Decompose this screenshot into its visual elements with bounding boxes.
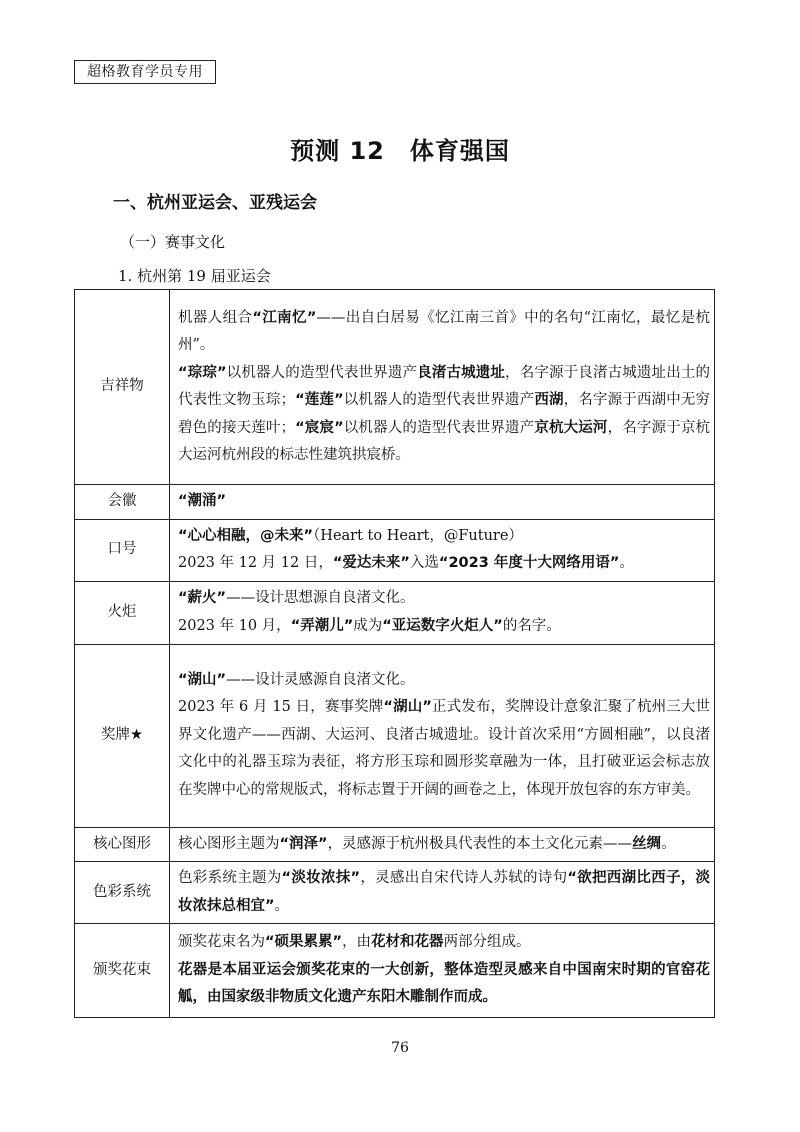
table-row: [75, 924, 715, 1018]
text-run: ——设计思想源自良渚文化。: [226, 590, 415, 606]
row-label: 吉祥物: [75, 290, 170, 485]
paragraph: [178, 585, 710, 613]
item-heading: 1. 杭州第 19 届亚运会: [118, 267, 271, 285]
paragraph: [178, 865, 710, 920]
text-run: 。: [661, 835, 676, 852]
bold-text-run: “淡妆浓抹”: [281, 870, 361, 886]
text-run: 色彩系统主题为: [178, 870, 282, 886]
row-content: [170, 827, 715, 862]
table-row: [75, 519, 715, 581]
paragraph: [178, 694, 710, 804]
bold-text-run: “爱达未来”: [332, 555, 410, 571]
text-run: 。: [619, 555, 634, 571]
paragraph: [178, 523, 710, 551]
text-run: 以机器人的造型代表世界遗产: [343, 392, 535, 408]
text-run: 入选: [409, 555, 439, 571]
row-label: 颁奖花束: [75, 924, 170, 1018]
bold-text-run: 京杭大运河: [534, 419, 608, 436]
bold-text-run: “欲把西湖比西子，淡妆浓抹总相宜”: [178, 870, 711, 914]
text-run: ，名字源于京杭大运河杭州段的标志性建筑拱宸桥。: [178, 419, 711, 463]
bold-text-run: 丝绸: [632, 835, 662, 852]
bold-text-run: “宸宸”: [295, 419, 344, 436]
paragraph: [178, 305, 710, 360]
text-run: 机器人组合: [178, 309, 253, 326]
paragraph: [178, 831, 710, 859]
section-heading: 一、杭州亚运会、亚残运会: [113, 193, 317, 213]
bold-text-run: “莲莲”: [295, 392, 344, 408]
paragraph: [178, 613, 710, 641]
text-run: ，名字源于西湖中无穷碧色的接天莲叶；: [178, 392, 711, 436]
text-run: 的名字。: [502, 617, 561, 634]
table-row: [75, 644, 715, 827]
page-title: 预测 12 体育强国: [290, 137, 510, 165]
paragraph: [178, 360, 710, 470]
bold-text-run: “琮琮”: [178, 364, 227, 381]
table-row: [75, 581, 715, 644]
bold-text-run: “湖山”: [383, 699, 432, 716]
bold-text-run: “亚运数字火炬人”: [382, 617, 503, 634]
page-number: 76: [391, 1040, 409, 1056]
text-run: 以机器人的造型代表世界遗产: [343, 419, 535, 436]
row-label: 火炬: [75, 581, 170, 644]
row-label: 核心图形: [75, 827, 170, 862]
text-run: 核心图形主题为: [178, 835, 280, 852]
bold-text-run: “湖山”: [178, 671, 227, 688]
paragraph: [178, 957, 710, 1012]
table-row: [75, 827, 715, 862]
text-run: 成为: [353, 617, 383, 634]
row-label: 奖牌★: [75, 644, 170, 827]
row-content: [170, 644, 715, 827]
text-run: ，名字源于良渚古城遗址出土的代表性文物玉琮；: [178, 364, 711, 408]
text-run: ，灵感出自宋代诗人苏轼的诗句: [360, 870, 568, 886]
table-row: [75, 862, 715, 924]
bold-text-run: “薪火”: [178, 590, 227, 606]
text-run: 2023 年 10 月，: [178, 617, 291, 634]
text-run: 2023 年 12 月 12 日，: [178, 555, 333, 571]
text-run: ，灵感源于杭州极具代表性的本土文化元素——: [327, 835, 633, 852]
text-run: 2023 年 6 月 15 日，赛事奖牌: [178, 699, 384, 716]
bold-text-run: “江南忆”: [252, 309, 317, 326]
row-content: [170, 485, 715, 520]
row-content: [170, 924, 715, 1018]
text-run: 以机器人的造型代表世界遗产: [226, 364, 418, 381]
text-run: ——出自白居易《忆江南三首》中的名句“江南忆，最忆是杭州”。: [178, 309, 711, 353]
text-run: 两部分组成。: [443, 934, 531, 951]
text-run: 。: [274, 897, 290, 914]
text-run: 正式发布，奖牌设计意象汇聚了杭州三大世界文化遗产——西湖、大运河、良渚古城遗址。设计首次采用“方圆相融”，以良渚文化中的礼器玉琮为表征，将方形玉琮和圆形奖章融为一体，且打破亚运会标志放在奖牌中心的常规版式，将标志置于开阔的画卷之上，体现开放包容的东方审美。: [178, 699, 711, 798]
table-row: [75, 290, 715, 485]
bold-text-run: “弄潮儿”: [290, 617, 354, 634]
bold-text-run: 花材和花器: [371, 934, 444, 951]
text-run: 颁奖花束名为: [178, 934, 265, 951]
watermark-stamp: 超格教育学员专用: [74, 60, 216, 84]
bold-text-run: “润泽”: [279, 835, 328, 852]
bold-text-run: 花器是本届亚运会颁奖花束的一大创新，整体造型灵感来自中国南宋时期的官窑花觚，由国家级非物质文化遗产东阳木雕制作而成。: [178, 961, 710, 1006]
bold-text-run: “2023 年度十大网络用语”: [438, 555, 620, 571]
row-content: [170, 519, 715, 581]
bold-text-run: 西湖: [534, 392, 564, 408]
bold-text-run: “心心相融，@未来”: [178, 527, 314, 544]
text-run: ——设计灵感源自良渚文化。: [226, 671, 415, 688]
row-content: [170, 581, 715, 644]
table-row: [75, 485, 715, 520]
bold-text-run: “硕果累累”: [265, 934, 343, 951]
paragraph: [178, 667, 710, 695]
bold-text-run: “潮涌”: [178, 493, 227, 509]
bold-text-run: 良渚古城遗址: [417, 364, 506, 381]
paragraph: [178, 929, 710, 957]
row-label: 色彩系统: [75, 862, 170, 924]
paragraph: [178, 550, 710, 578]
paragraph: [178, 488, 710, 516]
row-content: [170, 862, 715, 924]
row-label: 口号: [75, 519, 170, 581]
text-run: （Heart to Heart，@Future）: [313, 527, 523, 544]
text-run: ，由: [342, 934, 372, 951]
subsection-heading: （一）赛事文化: [120, 233, 226, 251]
row-content: [170, 290, 715, 485]
row-label: 会徽: [75, 485, 170, 520]
asian-games-culture-table: [74, 289, 715, 1018]
